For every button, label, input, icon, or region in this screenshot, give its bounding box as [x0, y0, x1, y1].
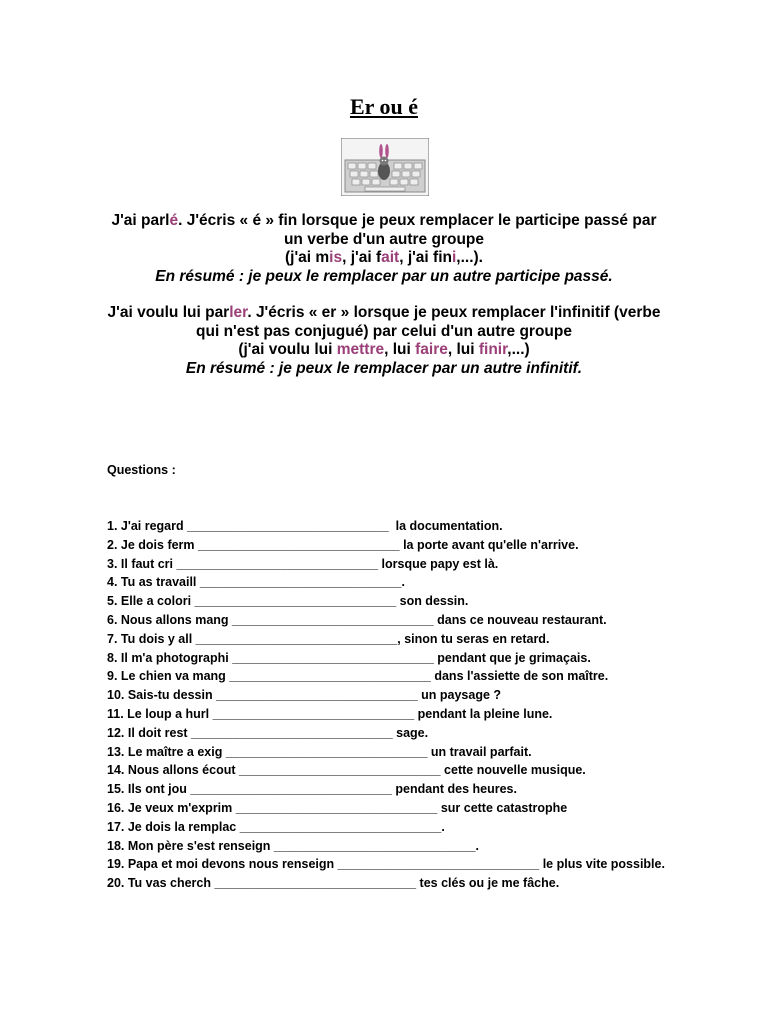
- question-item: 20. Tu vas cherch _____________________________ tes clés ou je me fâche.: [107, 876, 560, 891]
- rule-infinitive-summary: En résumé : je peux le remplacer par un autre infinitif.: [185, 359, 583, 377]
- question-item: 11. Le loup a hurl _____________________________ pendant la pleine lune.: [107, 706, 553, 721]
- question-item: 15. Ils ont jou _____________________________ pendant des heures.: [107, 782, 517, 797]
- question-item: 7. Tu dois y all _____________________________, sinon tu seras en retard.: [107, 631, 550, 646]
- rule-participle-summary: En résumé : je peux le remplacer par un autre participe passé.: [155, 267, 613, 285]
- question-item: 8. Il m'a photographi _____________________________ pendant que je grimaçais.: [107, 650, 591, 665]
- rule-participle-examples: (j'ai mis, j'ai fait, j'ai fini,...).: [285, 249, 483, 266]
- rule-participle-line2: un verbe d'un autre groupe: [283, 230, 485, 248]
- rule-participle-line1: J'ai parlé. J'écris « é » fin lorsque je peux remplacer le participe passé par: [111, 212, 657, 229]
- question-item: 4. Tu as travaill _____________________________.: [107, 575, 405, 590]
- questions-heading: Questions :: [107, 463, 176, 477]
- question-item: 2. Je dois ferm _____________________________ la porte avant qu'elle n'arrive.: [107, 537, 579, 552]
- rule-infinitive: [100, 304, 668, 378]
- question-item: 19. Papa et moi devons nous renseign _____________________________ le plus vite possible.: [107, 857, 665, 872]
- rule-infinitive-examples: (j'ai voulu lui mettre, lui faire, lui finir,...): [238, 341, 530, 358]
- question-item: 13. Le maître a exig _____________________________ un travail parfait.: [107, 744, 532, 759]
- rule-infinitive-line2: qui n'est pas conjugué) par celui d'un autre groupe: [196, 322, 572, 340]
- page-title: Er ou é: [349, 94, 419, 119]
- rule-participle: [100, 212, 668, 286]
- question-item: 5. Elle a colori _____________________________ son dessin.: [107, 594, 469, 609]
- question-item: 17. Je dois la remplac _____________________________.: [107, 819, 445, 834]
- question-item: 14. Nous allons écout _____________________________ cette nouvelle musique.: [107, 763, 586, 778]
- question-item: 12. Il doit rest _____________________________ sage.: [107, 725, 429, 740]
- question-item: 16. Je veux m'exprim _____________________________ sur cette catastrophe: [107, 800, 568, 815]
- question-item: 3. Il faut cri _____________________________ lorsque papy est là.: [107, 556, 499, 571]
- question-item: 1. J'ai regard _____________________________ la documentation.: [107, 519, 503, 533]
- rule-infinitive-line1: J'ai voulu lui parler. J'écris « er » lorsque je peux remplacer l'infinitif (verbe: [107, 304, 661, 321]
- question-item: 9. Le chien va mang _____________________________ dans l'assiette de son maître.: [107, 669, 609, 684]
- question-item: 6. Nous allons mang _____________________________ dans ce nouveau restaurant.: [107, 612, 607, 627]
- question-item: 18. Mon père s'est renseign _____________________________.: [107, 838, 479, 853]
- question-item: 10. Sais-tu dessin _____________________________ un paysage ?: [107, 688, 502, 703]
- keyboard-rabbit-illustration: [341, 138, 429, 196]
- questions-list: [107, 517, 727, 893]
